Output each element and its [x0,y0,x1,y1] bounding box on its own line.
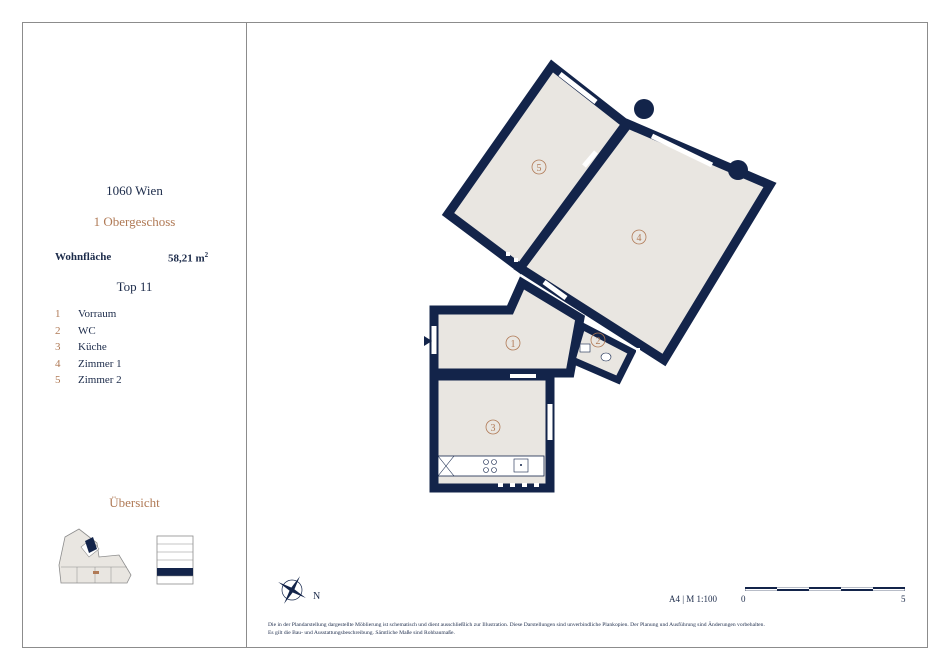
scale-label: A4 | M 1:100 [669,594,718,604]
floor-label: 1 Obergeschoss [93,214,176,229]
living-area-label: Wohnfläche [55,251,112,263]
unit-title: Top 11 [116,279,153,294]
room-list-item: 1 Vorraum [55,308,117,320]
washbasin-icon [580,344,590,352]
room-marker-3: 3 [490,423,496,434]
building-section-thumbnail [156,535,194,585]
overview-label: Übersicht [109,495,160,510]
room-list [55,308,122,391]
room-marker-2: 2 [595,336,601,347]
living-area-value: 58,21 $m^2$ [168,251,209,265]
room-list-item: 4 Zimmer 1 [55,357,122,370]
scale-bar [745,587,905,591]
room-list-item: 3 Küche [55,341,107,353]
info-sidebar [23,23,246,647]
room-marker-5: 5 [536,163,542,174]
disclaimer-text [268,622,908,637]
city-label: 1060 Wien [106,183,163,198]
room-marker-4: 4 [636,233,642,244]
site-overview-thumbnail [57,527,137,585]
floor-plan [247,23,927,623]
disclaimer-line-2: Es gilt die Bau- und Ausstattungsbeschreibung. Sämtliche Maße sind Rohbaumaße. [268,629,455,636]
scale-end-label: 5 [901,594,906,604]
compass-north-icon [275,573,309,607]
north-label: N [313,591,321,602]
scale-start-label: 0 [741,594,746,604]
disclaimer-line-1: Die in der Plandarstellung dargestellte Möblierung ist schematisch und dient ausschließlich zur Illustration. Diese Darstellungen sind unverbindliche Plankopien. Der Planung und Ausführung sind Änderungen vorbehalten. [268,622,765,628]
toilet-icon [601,353,611,361]
room-list-item: 5 Zimmer 2 [55,374,122,386]
room-list-item: 2 WC [55,324,96,337]
room-marker-1: 1 [510,339,516,350]
